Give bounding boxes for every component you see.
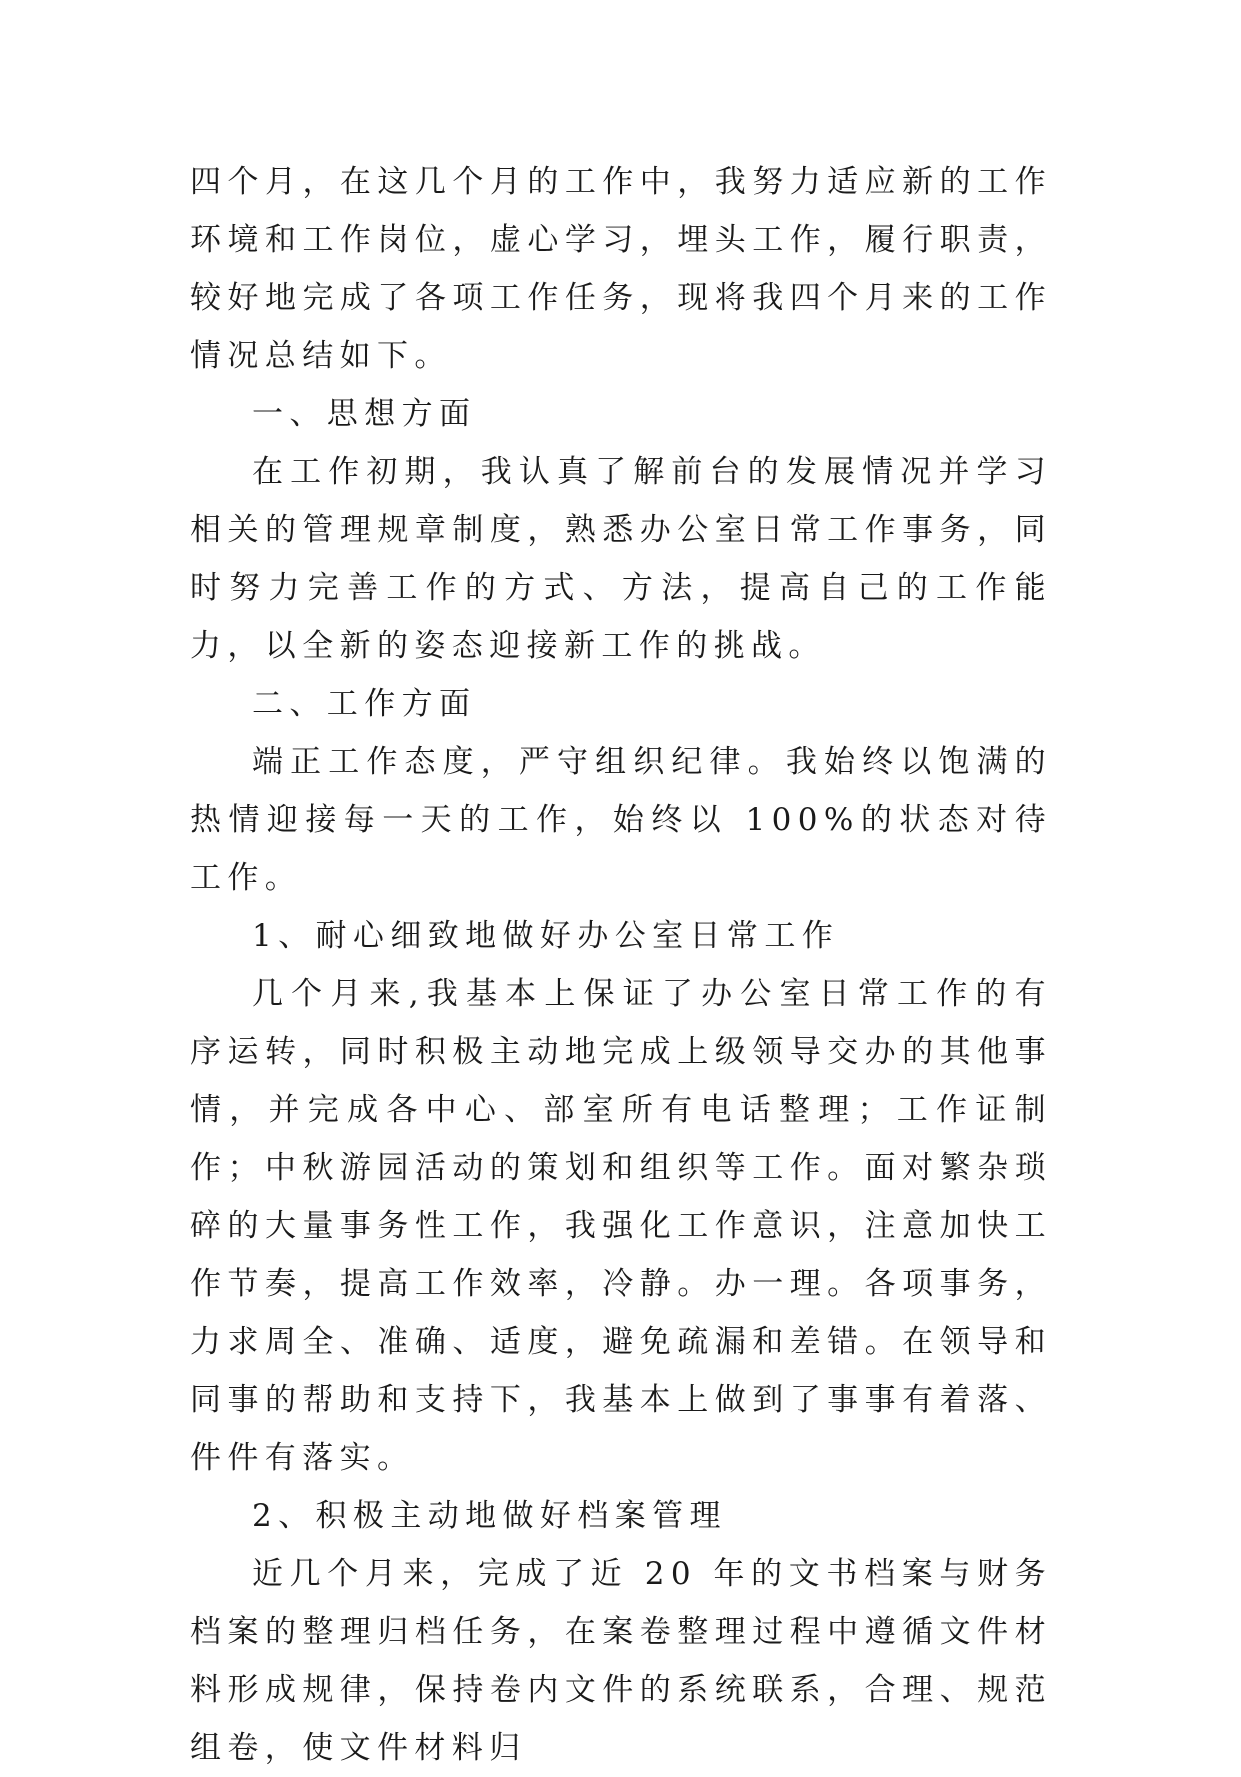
subsection-heading-archives: 2、积极主动地做好档案管理 bbox=[252, 1498, 727, 1534]
paragraph-intro: 四个月，在这几个月的工作中，我努力适应新的工作环境和工作岗位，虚心学习，埋头工作，履行职责，较好地完成了各项工作任务，现将我四个月来的工作情况总结如下。 bbox=[190, 164, 1052, 374]
paragraph-office-work: 几个月来,我基本上保证了办公室日常工作的有序运转，同时积极主动地完成上级领导交办的其他事情，并完成各中心、部室所有电话整理；工作证制作；中秋游园活动的策划和组织等工作。面对繁杂琐碎的大量事务性工作，我强化工作意识，注意加快工作节奏，提高工作效率，冷静。办一理。各项事务，力求周全、准确、适度，避免疏漏和差错。在领导和同事的帮助和支持下，我基本上做到了事事有着落、件件有落实。 bbox=[190, 976, 1052, 1476]
document-body bbox=[190, 153, 1052, 1777]
subsection-heading-office: 1、耐心细致地做好办公室日常工作 bbox=[252, 918, 840, 954]
paragraph-thought: 在工作初期，我认真了解前台的发展情况并学习相关的管理规章制度，熟悉办公室日常工作事务，同时努力完善工作的方式、方法，提高自己的工作能力，以全新的姿态迎接新工作的挑战。 bbox=[190, 454, 1052, 664]
paragraph-archives: 近几个月来，完成了近 20 年的文书档案与财务档案的整理归档任务，在案卷整理过程中遵循文件材料形成规律，保持卷内文件的系统联系，合理、规范组卷，使文件材料归 bbox=[190, 1556, 1052, 1766]
paragraph-work-attitude: 端正工作态度，严守组织纪律。我始终以饱满的热情迎接每一天的工作，始终以 100%的状态对待工作。 bbox=[190, 744, 1052, 896]
section-heading-thought: 一、思想方面 bbox=[252, 396, 477, 432]
section-heading-work: 二、工作方面 bbox=[252, 686, 477, 722]
